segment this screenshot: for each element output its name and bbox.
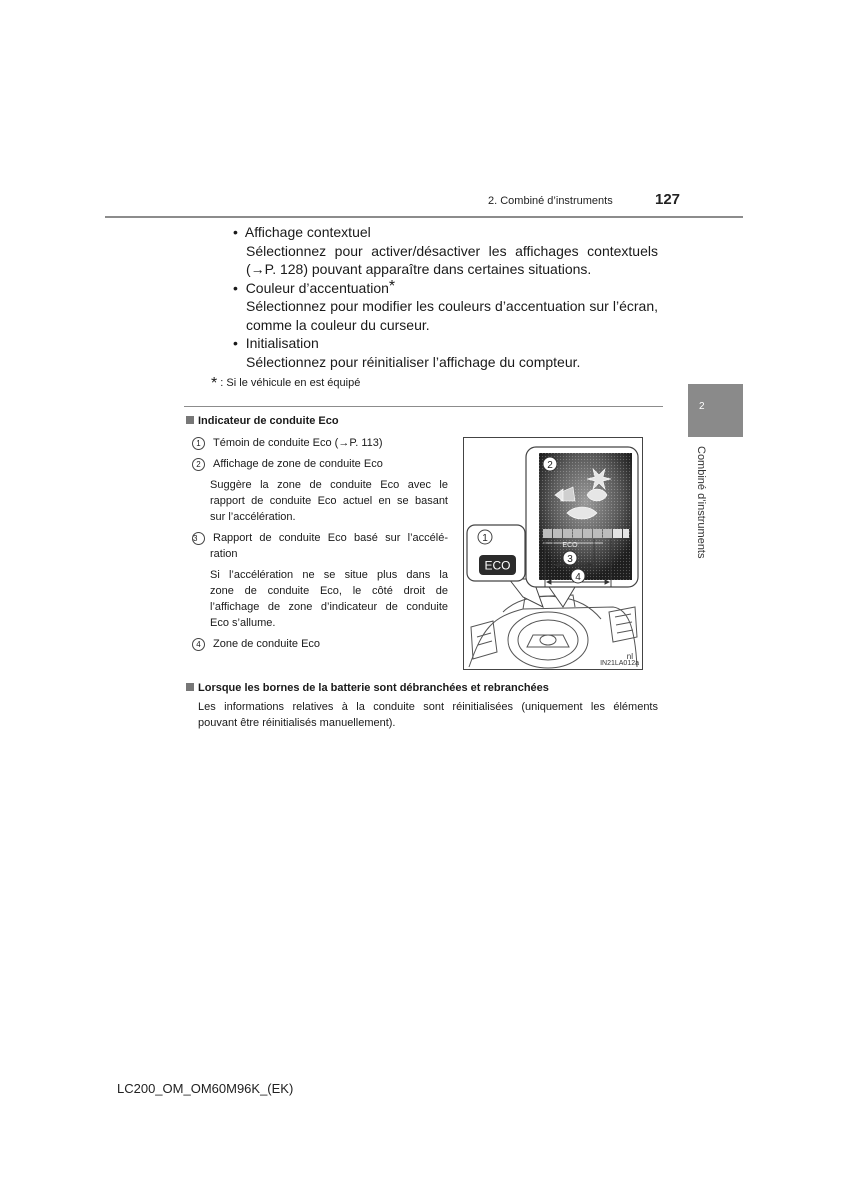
- svg-text:nl: nl: [626, 652, 633, 661]
- eco-item-3-line-2: ration: [210, 548, 238, 560]
- eco-section-title: Indicateur de conduite Eco: [186, 415, 339, 427]
- eco-item-2-sub-2: rapport de conduite Eco actuel en se basant: [210, 495, 448, 507]
- bullet-item-3-line-1: Sélectionnez pour réinitialiser l’affichage du compteur.: [246, 354, 581, 370]
- illustration-callout-3: 3: [567, 554, 573, 565]
- illustration-callout-2: 2: [547, 460, 553, 471]
- eco-item-3-sub-3: l’affichage de zone d’indicateur de conduite: [210, 601, 448, 613]
- callout-3-icon: 3: [192, 532, 205, 545]
- eco-item-3-sub-1: Si l’accélération ne se situe plus dans la: [210, 569, 448, 581]
- eco-bar-label: ECO: [562, 542, 578, 549]
- chapter-tab-number: 2: [699, 401, 705, 412]
- callout-1-icon: 1: [192, 437, 205, 450]
- eco-item-3: 3 Rapport de conduite Eco basé sur l’accélé-: [193, 532, 448, 544]
- section-divider: [184, 406, 663, 407]
- eco-zone-bar: [543, 529, 629, 538]
- section-square-icon: [186, 416, 194, 424]
- illustration-callout-1: 1: [482, 533, 488, 544]
- chapter-tab: [688, 384, 743, 437]
- eco-item-1: 1 Témoin de conduite Eco (→P. 113): [192, 435, 383, 451]
- bullet-item-1-line-1: Sélectionnez pour activer/désactiver les affichages contextuels: [246, 243, 658, 259]
- bullet-item-3-title: • Initialisation: [233, 335, 319, 351]
- eco-item-2-sub-1: Suggère la zone de conduite Eco avec le: [210, 479, 448, 491]
- callout-4-icon: 4: [192, 638, 205, 651]
- running-header-section: 2. Combiné d’instruments: [488, 195, 613, 207]
- footnote: * : Si le véhicule en est équipé: [211, 375, 361, 392]
- header-rule: [105, 216, 743, 218]
- callout-2-icon: 2: [192, 458, 205, 471]
- illustration-code: IN21LA012a: [600, 660, 639, 667]
- bullet-item-2-title: • Couleur d’accentuation*: [233, 278, 396, 296]
- eco-item-3-sub-4: Eco s’allume.: [210, 617, 276, 629]
- eco-item-4: 4 Zone de conduite Eco: [192, 636, 320, 652]
- bullet-item-1-line-2: (→P. 128) pouvant apparaître dans certaines situations.: [246, 261, 592, 277]
- battery-section-title: Lorsque les bornes de la batterie sont débranchées et rebranchées: [186, 682, 549, 694]
- section-square-icon: [186, 683, 194, 691]
- chapter-tab-label: Combiné d’instruments: [695, 446, 707, 559]
- equipment-asterisk: *: [388, 278, 396, 295]
- eco-item-2: 2 Affichage de zone de conduite Eco: [192, 456, 383, 472]
- battery-section-line-2: pouvant être réinitialisés manuellement).: [198, 717, 396, 729]
- page-number: 127: [655, 191, 681, 208]
- document-code-footer: LC200_OM_OM60M96K_(EK): [117, 1081, 294, 1096]
- eco-indicator-illustration: [463, 437, 643, 670]
- eco-indicator-label: ECO: [484, 558, 511, 573]
- bullet-item-2-line-1: Sélectionnez pour modifier les couleurs d’accentuation sur l’écran,: [246, 298, 658, 314]
- battery-section-line-1: Les informations relatives à la conduite sont réinitialisées (uniquement les éléments: [198, 701, 658, 713]
- eco-item-2-sub-3: sur l’accélération.: [210, 511, 296, 523]
- eco-item-3-sub-2: zone de conduite Eco, le côté droit de: [210, 585, 448, 597]
- illustration-callout-4: 4: [575, 572, 581, 583]
- bullet-item-2-line-2: comme la couleur du curseur.: [246, 317, 430, 333]
- bullet-item-1-title: • Affichage contextuel: [233, 224, 371, 240]
